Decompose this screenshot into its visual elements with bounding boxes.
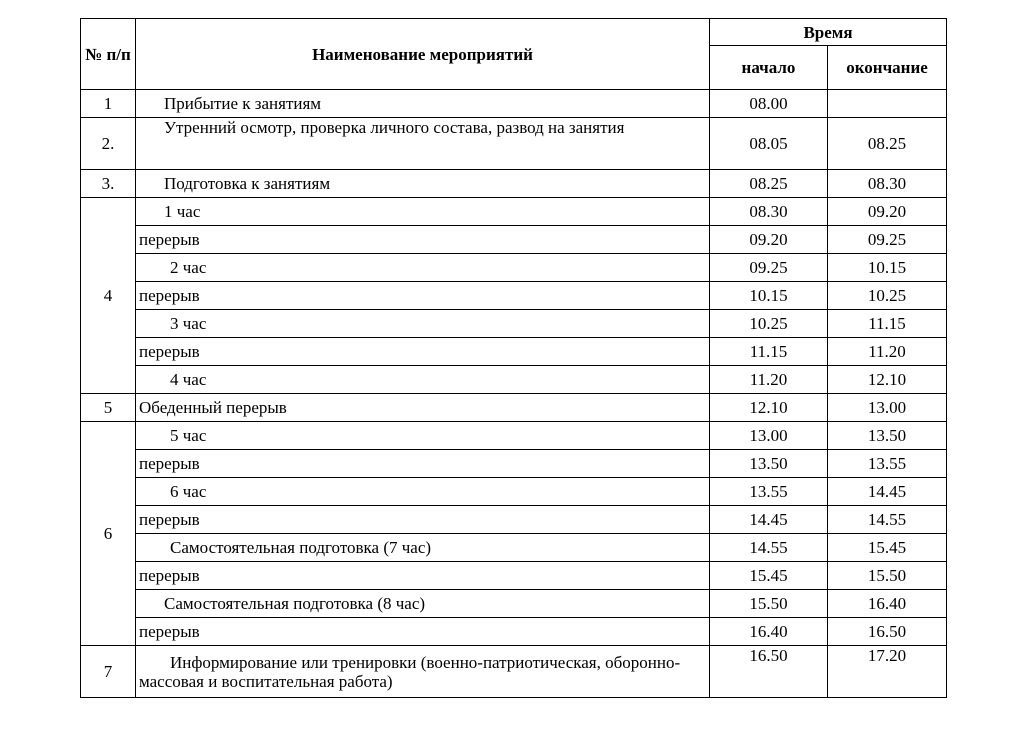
row-end: 16.40 xyxy=(828,590,947,618)
row-name: перерыв xyxy=(136,282,710,310)
row-name: 3 час xyxy=(136,310,710,338)
table-row xyxy=(81,198,947,226)
row-name: 1 час xyxy=(136,198,710,226)
row-name-text: Информирование или тренировки (военно-патриотическая, оборонно-массовая и воспитательная работа) xyxy=(139,652,681,691)
row-num: 5 xyxy=(81,394,136,422)
table-row xyxy=(81,170,947,198)
table-row xyxy=(81,310,947,338)
row-end: 11.20 xyxy=(828,338,947,366)
row-start: 16.40 xyxy=(710,618,828,646)
header-time: Время xyxy=(710,19,947,46)
row-name: перерыв xyxy=(136,226,710,254)
table-row xyxy=(81,562,947,590)
row-name: перерыв xyxy=(136,450,710,478)
row-start: 15.50 xyxy=(710,590,828,618)
row-start: 08.30 xyxy=(710,198,828,226)
row-num: 4 xyxy=(81,198,136,394)
row-end: 09.25 xyxy=(828,226,947,254)
row-end: 15.45 xyxy=(828,534,947,562)
row-name xyxy=(136,646,710,698)
row-num: 2. xyxy=(81,118,136,170)
row-start: 08.00 xyxy=(710,90,828,118)
row-name: 5 час xyxy=(136,422,710,450)
row-name: 6 час xyxy=(136,478,710,506)
table-row xyxy=(81,590,947,618)
row-end: 08.25 xyxy=(828,118,947,170)
table-row xyxy=(81,394,947,422)
row-name: перерыв xyxy=(136,562,710,590)
table-row xyxy=(81,90,947,118)
row-name: Утренний осмотр, проверка личного состава, развод на занятия xyxy=(136,118,710,170)
row-start: 15.45 xyxy=(710,562,828,590)
header-end: окончание xyxy=(828,46,947,90)
header-name: Наименование мероприятий xyxy=(136,19,710,90)
row-end: 12.10 xyxy=(828,366,947,394)
row-start: 12.10 xyxy=(710,394,828,422)
row-name: 4 час xyxy=(136,366,710,394)
row-start: 10.15 xyxy=(710,282,828,310)
row-name: Прибытие к занятиям xyxy=(136,90,710,118)
row-num: 7 xyxy=(81,646,136,698)
table-row xyxy=(81,478,947,506)
row-start: 13.50 xyxy=(710,450,828,478)
table-row xyxy=(81,450,947,478)
table-row xyxy=(81,646,947,698)
row-start: 08.25 xyxy=(710,170,828,198)
row-name: Самостоятельная подготовка (7 час) xyxy=(136,534,710,562)
row-name: перерыв xyxy=(136,506,710,534)
row-end xyxy=(828,90,947,118)
row-end: 17.20 xyxy=(828,646,947,698)
row-start: 11.15 xyxy=(710,338,828,366)
table-row xyxy=(81,534,947,562)
row-end: 14.55 xyxy=(828,506,947,534)
row-name: перерыв xyxy=(136,618,710,646)
table-row xyxy=(81,254,947,282)
table-row xyxy=(81,422,947,450)
table-row xyxy=(81,338,947,366)
row-num: 1 xyxy=(81,90,136,118)
row-name: Подготовка к занятиям xyxy=(136,170,710,198)
row-start: 13.55 xyxy=(710,478,828,506)
row-end: 13.55 xyxy=(828,450,947,478)
row-start: 16.50 xyxy=(710,646,828,698)
row-num: 6 xyxy=(81,422,136,646)
row-start: 14.45 xyxy=(710,506,828,534)
header-num: № п/п xyxy=(81,19,136,90)
table-row xyxy=(81,618,947,646)
row-name: Обеденный перерыв xyxy=(136,394,710,422)
header-start: начало xyxy=(710,46,828,90)
table-row xyxy=(81,282,947,310)
row-num: 3. xyxy=(81,170,136,198)
table-row xyxy=(81,226,947,254)
row-start: 09.20 xyxy=(710,226,828,254)
row-end: 13.50 xyxy=(828,422,947,450)
row-name: 2 час xyxy=(136,254,710,282)
row-start: 13.00 xyxy=(710,422,828,450)
row-end: 14.45 xyxy=(828,478,947,506)
row-end: 08.30 xyxy=(828,170,947,198)
row-start: 14.55 xyxy=(710,534,828,562)
row-end: 15.50 xyxy=(828,562,947,590)
row-start: 09.25 xyxy=(710,254,828,282)
row-end: 16.50 xyxy=(828,618,947,646)
row-start: 08.05 xyxy=(710,118,828,170)
row-name: перерыв xyxy=(136,338,710,366)
row-name: Самостоятельная подготовка (8 час) xyxy=(136,590,710,618)
row-start: 10.25 xyxy=(710,310,828,338)
table-row xyxy=(81,118,947,170)
row-end: 10.15 xyxy=(828,254,947,282)
row-end: 13.00 xyxy=(828,394,947,422)
row-end: 10.25 xyxy=(828,282,947,310)
row-end: 11.15 xyxy=(828,310,947,338)
row-start: 11.20 xyxy=(710,366,828,394)
schedule-table xyxy=(80,18,947,698)
table-row xyxy=(81,506,947,534)
row-end: 09.20 xyxy=(828,198,947,226)
table-row xyxy=(81,366,947,394)
